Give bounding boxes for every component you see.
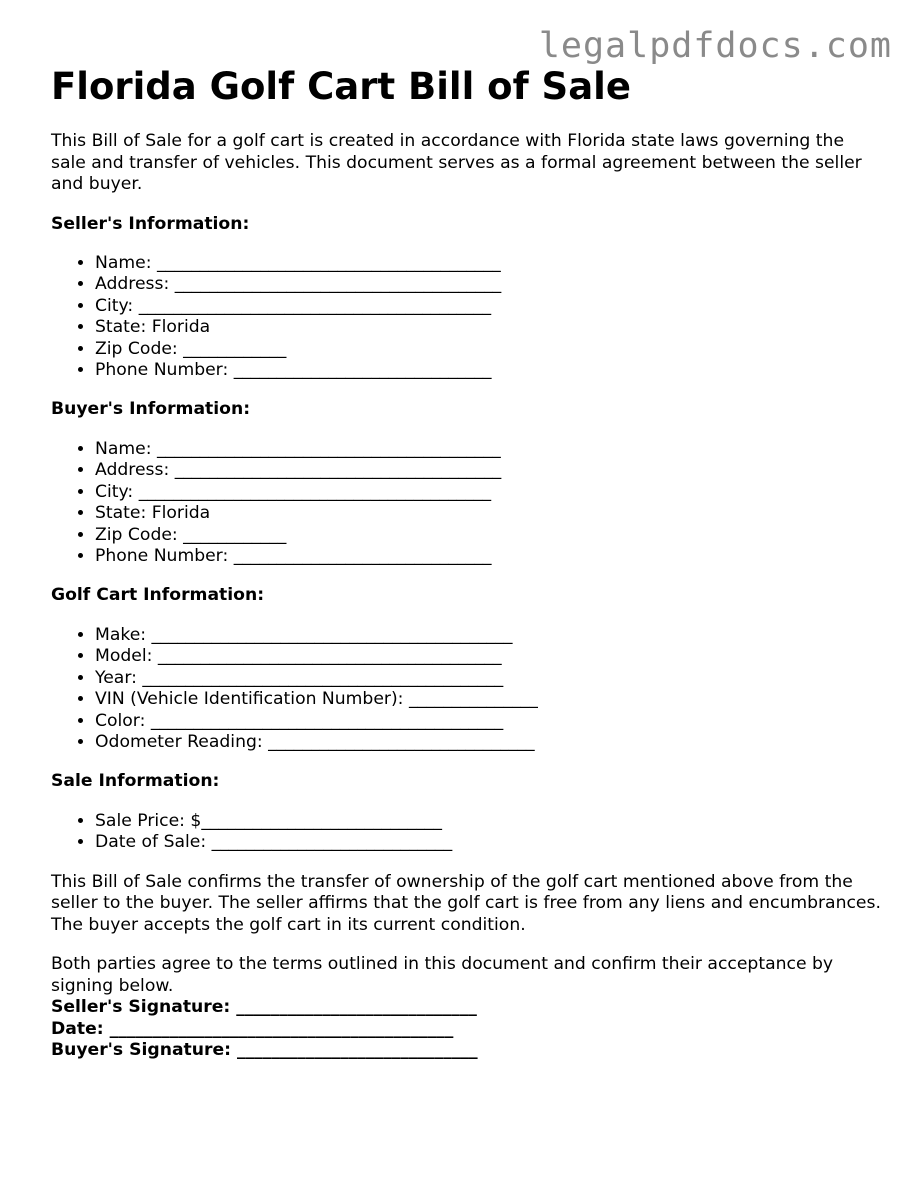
cart-model-field: • Model: ________________________________________	[95, 646, 881, 667]
cart-heading: Golf Cart Information:	[51, 585, 265, 606]
seller-list	[51, 253, 881, 381]
cart-color-field: • Color: _________________________________________	[95, 711, 881, 732]
agree-paragraph: Both parties agree to the terms outlined in this document and confirm their acceptance by signing below.	[51, 954, 834, 996]
buyer-address-field: • Address: ______________________________________	[95, 460, 881, 481]
sale-date-field: • Date of Sale: ____________________________	[95, 832, 881, 853]
seller-city-field: • City: _________________________________________	[95, 296, 881, 317]
buyer-signature-line: Buyer's Signature: ____________________________	[51, 1040, 478, 1061]
buyer-heading: Buyer's Information:	[51, 399, 251, 420]
cart-year-field: • Year: __________________________________________	[95, 668, 881, 689]
cart-make-field: • Make: __________________________________________	[95, 625, 881, 646]
seller-zip-field: • Zip Code: ____________	[95, 339, 881, 360]
seller-address-field: • Address: ______________________________________	[95, 274, 881, 295]
buyer-city-field: • City: _________________________________________	[95, 482, 881, 503]
sale-list	[51, 811, 881, 854]
buyer-list	[51, 439, 881, 567]
cart-odometer-field: • Odometer Reading: _______________________________	[95, 732, 881, 753]
seller-phone-field: • Phone Number: ______________________________	[95, 360, 881, 381]
intro-paragraph: This Bill of Sale for a golf cart is created in accordance with Florida state laws governing the sale and transfer of vehicles. This document serves as a formal agreement between the seller and buyer.	[51, 131, 862, 194]
cart-vin-field: • VIN (Vehicle Identification Number): _______________	[95, 689, 881, 710]
seller-signature-line: Seller's Signature: ____________________________	[51, 997, 477, 1018]
sale-heading: Sale Information:	[51, 771, 220, 792]
watermark: legalpdfdocs.com	[538, 26, 892, 66]
page-title: Florida Golf Cart Bill of Sale	[51, 65, 631, 108]
seller-heading: Seller's Information:	[51, 213, 250, 234]
confirm-paragraph: This Bill of Sale confirms the transfer of ownership of the golf cart mentioned above from the seller to the buyer. The seller affirms that the golf cart is free from any liens and encumbrances. The buyer accepts the golf cart in its current condition.	[51, 871, 881, 935]
buyer-phone-field: • Phone Number: ______________________________	[95, 546, 881, 567]
date-line: Date: ________________________________________	[51, 1018, 454, 1039]
cart-list	[51, 625, 881, 753]
seller-name-field: • Name: ________________________________________	[95, 253, 881, 274]
document-page	[51, 62, 881, 1062]
buyer-name-field: • Name: ________________________________________	[95, 439, 881, 460]
seller-state-field: • State: Florida	[95, 317, 881, 338]
buyer-state-field: • State: Florida	[95, 503, 881, 524]
buyer-zip-field: • Zip Code: ____________	[95, 525, 881, 546]
sale-price-field: • Sale Price: $____________________________	[95, 811, 881, 832]
